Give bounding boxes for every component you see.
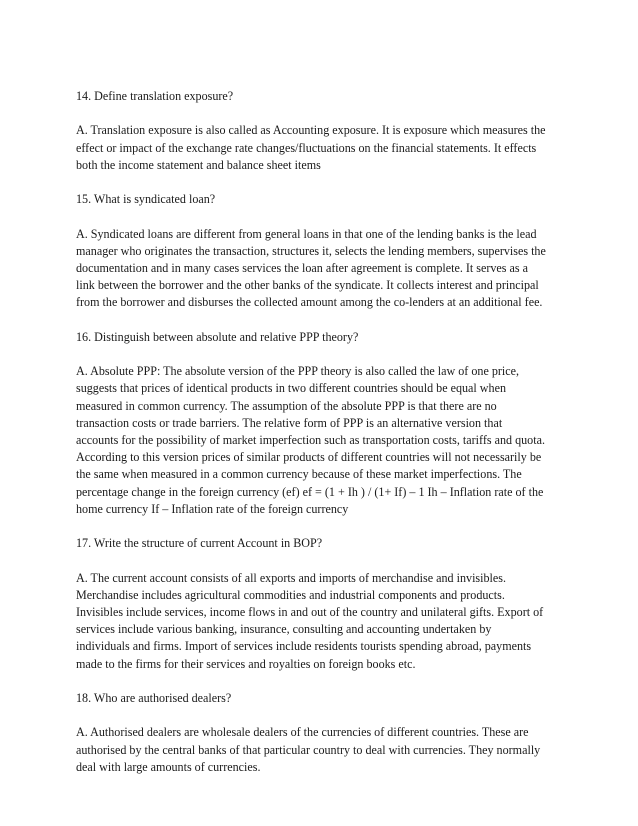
question-15: 15. What is syndicated loan? — [76, 192, 216, 207]
answer-17: A. The current account consists of all exports and imports of merchandise and invisibles. Merchandise includes agricultural commodities and industrial components and products. Invisibles include services, income flows in and out of the country and unilateral gifts. Export of services include various banking, insurance, consulting and accounting undertaken by individuals and firms. Import of services include residents tourists spending abroad, payments made to the firms for their services and royalties on foreign books etc. — [76, 570, 544, 671]
answer-15: A. Syndicated loans are different from general loans in that one of the lending banks is the lead manager who originates the transaction, structures it, selects the lending members, supervises the documentation and in many cases services the loan after agreement is complete. It serves as a link between the borrower and the other banks of the syndicate. It collects interest and principal from the borrower and disburses the collected amount among the co-lenders at an additional fee. — [76, 226, 546, 310]
question-18: 18. Who are authorised dealers? — [76, 690, 232, 705]
answer-16: A. Absolute PPP: The absolute version of the PPP theory is also called the law of one price, suggests that prices of identical products in two different countries should be equal when measured in common currency. The assumption of the absolute PPP is that there are no transaction costs or trade barriers. The relative form of PPP is an alternative version that accounts for the possibility of market imperfection such as transportation costs, tariffs and quota. According to this version prices of similar products of different countries will not necessarily be the same when measured in a common currency because of these market imperfections. The percentage change in the foreign currency (ef) ef = (1 + Ih ) / (1+ If) – 1 Ih – Inflation rate of the home currency If – Inflation rate of the foreign currency — [76, 364, 545, 516]
answer-18: A. Authorised dealers are wholesale dealers of the currencies of different countries. These are authorised by the central banks of that particular country to deal with currencies. They normally deal with large amounts of currencies. — [76, 725, 541, 774]
question-16: 16. Distinguish between absolute and relative PPP theory? — [76, 329, 359, 344]
answer-14: A. Translation exposure is also called as Accounting exposure. It is exposure which measures the effect or impact of the exchange rate changes/fluctuations on the financial statements. It effects both the income statement and balance sheet items — [76, 123, 546, 172]
question-17: 17. Write the structure of current Account in BOP? — [76, 536, 323, 551]
document-body — [76, 88, 562, 793]
question-14: 14. Define translation exposure? — [76, 89, 234, 103]
